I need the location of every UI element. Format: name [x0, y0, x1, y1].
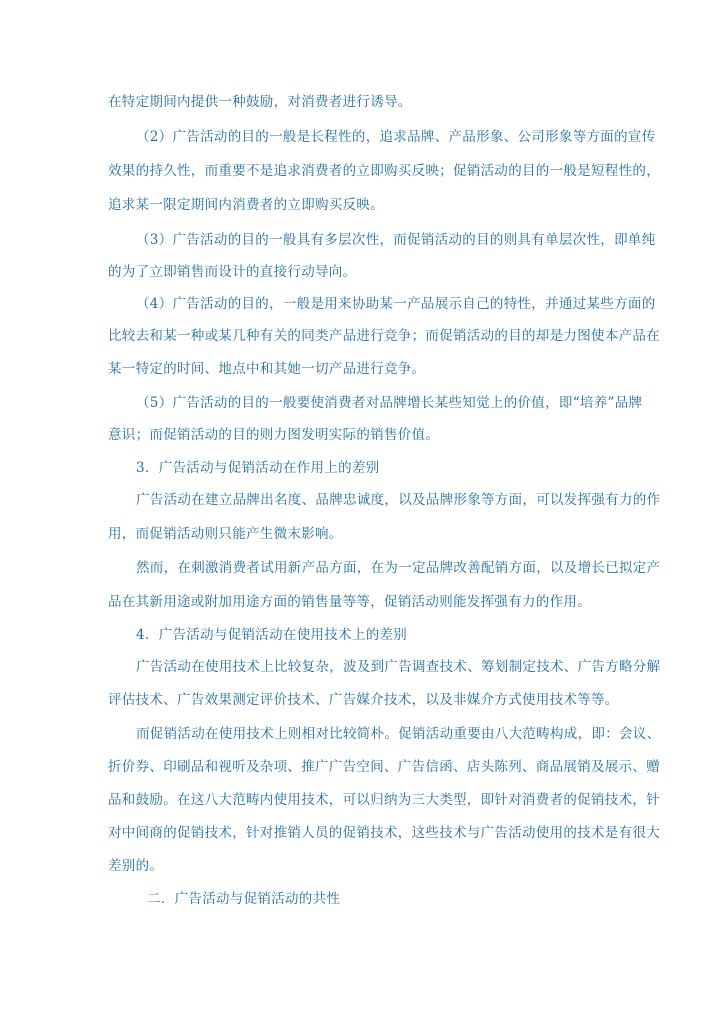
section-heading: 4．广告活动与促销活动在使用技术上的差别 — [136, 627, 408, 643]
text-line: 在特定期间内提供一种鼓励，对消费者进行诱导。 — [108, 94, 412, 110]
text-line: 用，而促销活动则只能产生微末影响。 — [108, 526, 343, 542]
text-line: （2）广告活动的目的一般是长程性的，追求品牌、产品形象、公司形象等方面的宣传 — [136, 129, 656, 145]
text-line: （4）广告活动的目的，一般是用来协助某一产品展示自己的特性，并通过某些方面的 — [136, 296, 656, 312]
text-line: 对中间商的促销技术，针对推销人员的促销技术，这些技术与广告活动使用的技术是有很大 — [108, 825, 660, 841]
text-line: 而促销活动在使用技术上则相对比较简朴。促销活动重要由八大范畴构成，即：会议、 — [136, 726, 661, 742]
text-line: 效果的持久性，而重要不是追求消费者的立即购买反映；促销活动的目的一般是短程性的， — [108, 163, 660, 179]
text-line: 然而，在刺激消费者试用新产品方面，在为一定品牌改善配销方面，以及增长已拟定产 — [136, 560, 661, 576]
text-line: 比较去和某一种或某几种有关的同类产品进行竞争；而促销活动的目的却是力图使本产品在 — [108, 328, 660, 344]
text-line: 评估技术、广告效果测定评价技术、广告媒介技术，以及非媒介方式使用技术等等。 — [108, 692, 619, 708]
text-line: 追求某一限定期间内消费者的立即购买反映。 — [108, 197, 384, 213]
text-line: 广告活动在建立品牌出名度、品牌忠诚度，以及品牌形象等方面，可以发挥强有力的作 — [136, 492, 661, 508]
text-line: 品在其新用途或附加用途方面的销售量等等，促销活动则能发挥强有力的作用。 — [108, 594, 591, 610]
section-heading: 二．广告活动与促销活动的共性 — [147, 891, 341, 907]
text-line: 差别的。 — [108, 858, 164, 874]
text-line: 某一特定的时间、地点中和其她一切产品进行竞争。 — [108, 361, 426, 377]
text-line: （3）广告活动的目的一般具有多层次性，而促销活动的目的则具有单层次性，即单纯 — [136, 232, 656, 248]
text-line: 折价券、印刷品和视听及杂项、推广广告空间、广告信函、店头陈列、商品展销及展示、赠 — [108, 759, 660, 775]
text-line: （5）广告活动的目的一般要使消费者对品牌增长某些知觉上的价值，即“培养”品牌 — [136, 395, 643, 411]
text-line: 意识；而促销活动的目的则力图发明实际的销售价值。 — [108, 427, 440, 443]
text-line: 的为了立即销售而设计的直接行动导向。 — [108, 264, 357, 280]
section-heading: 3．广告活动与促销活动在作用上的差别 — [136, 460, 380, 476]
text-line: 品和鼓励。在这八大范畴内使用技术，可以归纳为三大类型，即针对消费者的促销技术，针 — [108, 792, 660, 808]
text-line: 广告活动在使用技术上比较复杂，波及到广告调查技术、筹划制定技术、广告方略分解 — [136, 659, 661, 675]
